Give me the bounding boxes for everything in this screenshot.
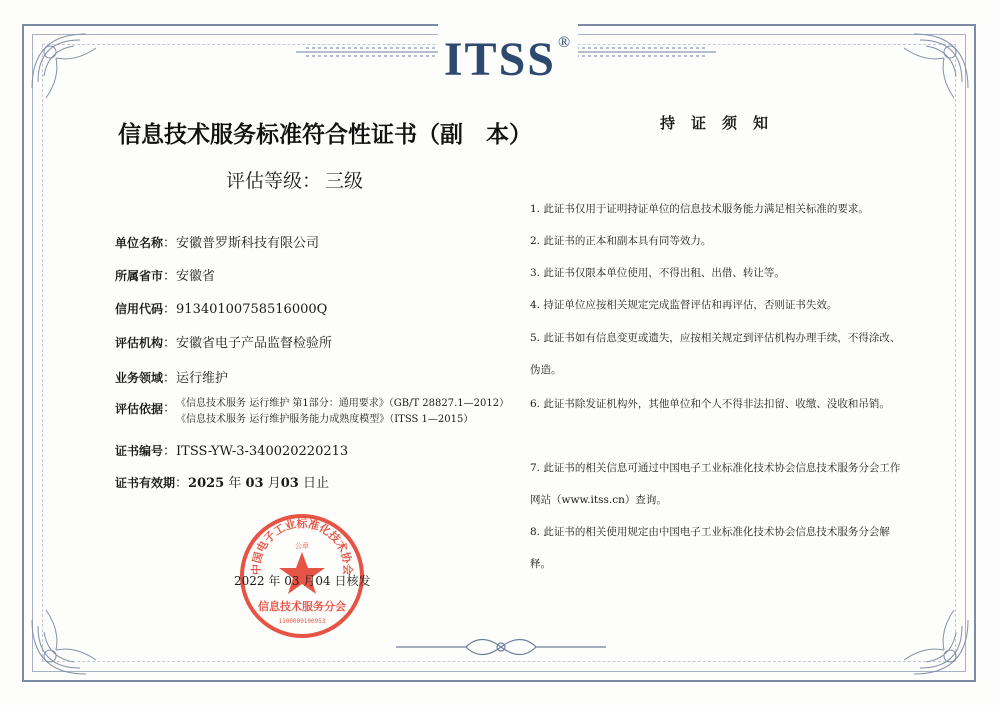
itss-logo <box>438 12 578 86</box>
basis-line: 《信息技术服务 运行维护服务能力成熟度模型》（ITSS 1—2015） <box>176 414 474 425</box>
grade-value: 三级 <box>325 170 364 192</box>
field-label: 评估依据 <box>115 402 164 416</box>
issue-day-unit: 日核发 <box>334 574 371 588</box>
validity-year: 2025 <box>188 476 225 491</box>
field-label: 评估机构 <box>115 336 164 350</box>
validity-month: 03 <box>245 476 264 491</box>
seal-arc-text: 中国电子工业标准化技术协会 <box>249 517 355 576</box>
field-value: ITSS-YW-3-340020220213 <box>176 444 349 459</box>
seal-sub-text: 公章 <box>295 542 309 550</box>
field-validity: 证书有效期：2025 年 03 月03 日止 <box>115 476 330 491</box>
notice-item-6: 6. 此证书除发证机构外，其他单位和个人不得非法扣留、收缴、没收和吊销。 <box>530 398 890 410</box>
field-label: 业务领域 <box>115 371 164 385</box>
grade-label: 评估等级： <box>226 170 322 192</box>
field-label: 单位名称 <box>115 236 164 250</box>
field-label: 信用代码 <box>115 302 164 316</box>
seal-serial: 1100000100953 <box>278 618 326 625</box>
seal-bottom-text: 信息技术服务分会 <box>258 600 346 613</box>
notice-item-1: 1. 此证书仅用于证明持证单位的信息技术服务能力满足相关标准的要求。 <box>530 203 869 215</box>
validity-month-unit: 月 <box>267 476 281 491</box>
field-value: 安徽省电子产品监督检验所 <box>176 336 333 351</box>
logo-text: ITSS <box>443 33 556 86</box>
field-value: 运行维护 <box>176 371 229 386</box>
notice-item-2: 2. 此证书的正本和副本具有同等效力。 <box>530 235 712 247</box>
basis-line: 《信息技术服务 运行维护 第1部分：通用要求》（GB/T 28827.1—2012） <box>176 398 510 409</box>
field-value: 91340100758516000Q <box>176 302 328 317</box>
corner-ornament-bottom-left <box>26 590 116 680</box>
field-basis: 评估依据 ： 《信息技术服务 运行维护 第1部分：通用要求》（GB/T 28827.1—2012） 《信息技术服务 运行维护服务能力成熟度模型》（ITSS 1—2015） <box>115 396 509 428</box>
issue-month-unit: 月 <box>303 574 316 588</box>
validity-year-unit: 年 <box>228 476 242 491</box>
field-province: 所属省市：安徽省 <box>115 269 216 284</box>
notice-item-3: 3. 此证书仅限本单位使用，不得出租、出借、转让等。 <box>530 267 785 279</box>
registered-mark: ® <box>557 34 573 51</box>
validity-day: 03 <box>280 476 299 491</box>
field-company: 单位名称：安徽普罗斯科技有限公司 <box>115 236 320 251</box>
corner-ornament-top-left <box>26 28 116 118</box>
field-credit-code: 信用代码：91340100758516000Q <box>115 302 328 317</box>
field-value: 安徽省 <box>176 269 216 284</box>
field-label: 所属省市 <box>115 269 164 283</box>
issue-year: 2022 <box>234 574 265 588</box>
issue-month: 03 <box>284 574 300 588</box>
corner-ornament-bottom-right <box>884 590 974 680</box>
field-cert-number: 证书编号：ITSS-YW-3-340020220213 <box>115 444 349 459</box>
notice-item-4: 4. 持证单位应按相关规定完成监督评估和再评估，否则证书失效。 <box>530 299 838 311</box>
notice-item-8: 8. 此证书的相关使用规定由中国电子工业标准化技术协会信息技术服务分会解释。 <box>530 526 890 570</box>
field-value: 安徽普罗斯科技有限公司 <box>176 236 320 251</box>
notice-title: 持证须知 <box>660 114 785 132</box>
grade-line <box>222 166 363 193</box>
bottom-ornament <box>396 632 606 662</box>
field-agency: 评估机构：安徽省电子产品监督检验所 <box>115 336 333 351</box>
certificate-title: 信息技术服务标准符合性证书（副 本） <box>118 122 532 148</box>
validity-day-unit: 日止 <box>303 476 330 491</box>
notice-item-5: 5. 此证书如有信息变更或遗失，应按相关规定到评估机构办理手续，不得涂改、伪造。 <box>530 332 901 376</box>
issue-day: 04 <box>315 574 331 588</box>
corner-ornament-top-right <box>884 28 974 118</box>
issue-year-unit: 年 <box>268 574 281 588</box>
field-label: 证书有效期 <box>115 476 176 490</box>
issue-date <box>234 572 370 589</box>
field-label: 证书编号 <box>115 444 164 458</box>
field-business-area: 业务领域：运行维护 <box>115 371 229 386</box>
notice-item-7: 7. 此证书的相关信息可通过中国电子工业标准化技术协会信息技术服务分会工作网站（www.itss.cn）查询。 <box>530 462 901 506</box>
